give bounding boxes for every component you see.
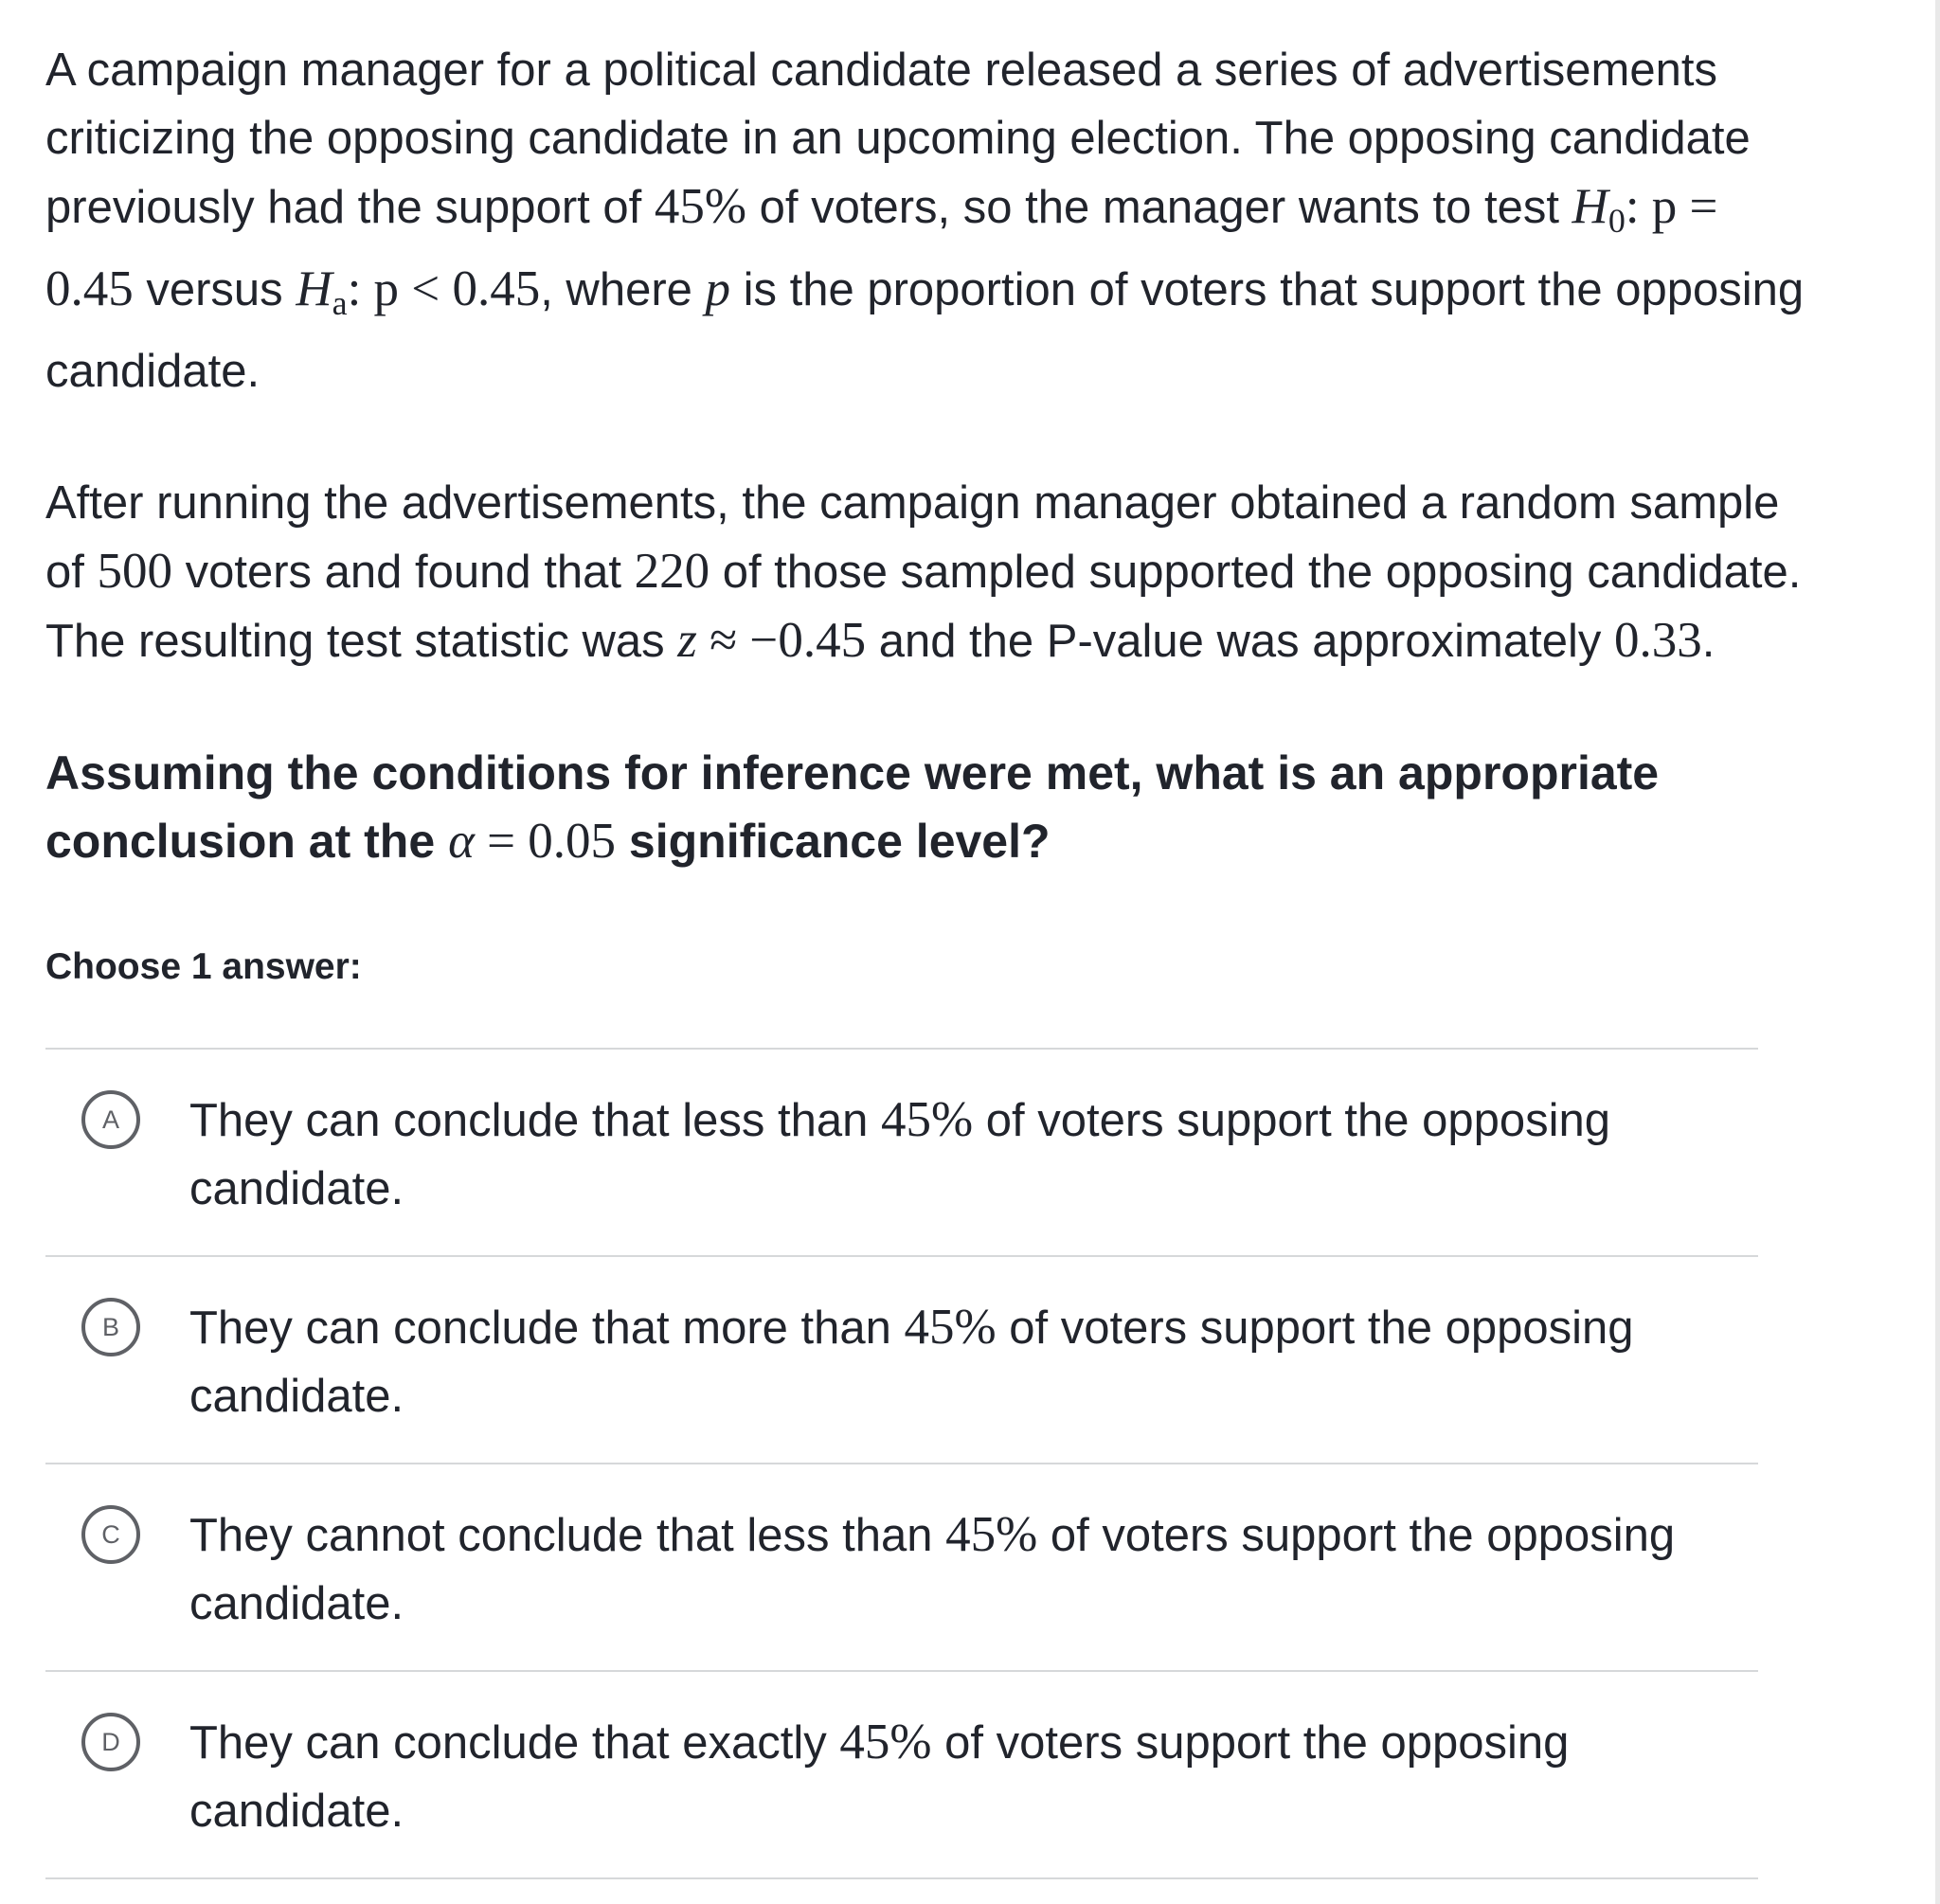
passage-text: voters and found that	[171, 547, 635, 598]
passage-text: and the P-value was approximately	[866, 616, 1614, 667]
passage-text: versus	[133, 264, 296, 315]
math-alpha: α	[448, 814, 475, 869]
passage-text: , where	[540, 264, 706, 315]
choice-d[interactable]	[45, 1672, 1758, 1879]
radio-b-icon[interactable]: B	[81, 1298, 140, 1356]
passage-paragraph-1	[45, 36, 1807, 405]
passage-text: of voters, so the manager wants to test	[746, 182, 1572, 233]
question-area	[45, 36, 1807, 1879]
math-variable-p: p	[705, 261, 731, 316]
passage-paragraph-2	[45, 469, 1807, 675]
choice-a-text: They can conclude that less than 45% of voters support the opposing candidate.	[189, 1092, 1610, 1214]
math-percent: 45%	[654, 179, 746, 234]
math-sample-size: 500	[97, 544, 172, 599]
passage-text: .	[1701, 616, 1715, 667]
page-edge	[1935, 0, 1940, 1904]
passage-text: After running the advertisements, the campaign manager obtained a random sample of	[45, 477, 1780, 598]
choice-c[interactable]	[45, 1464, 1758, 1672]
choose-label: Choose 1 answer:	[45, 946, 362, 987]
math-test-statistic: z ≈ −0.45	[677, 613, 867, 668]
question-prompt: Assuming the conditions for inference were met, what is an appropriate conclusion at the α = 0.05 significance level?	[45, 746, 1660, 869]
answer-choices	[45, 1048, 1758, 1879]
choice-b-text: They can conclude that more than 45% of voters support the opposing candidate.	[189, 1300, 1634, 1422]
choice-b[interactable]	[45, 1257, 1758, 1464]
passage-text: of those sampled supported the opposing candidate. The resulting test statistic was	[45, 547, 1802, 667]
radio-a-icon[interactable]: A	[81, 1090, 140, 1149]
passage-text: A campaign manager for a political candidate released a series of advertisements criticizing the opposing candidate in an upcoming election. The opposing candidate previously had the support of	[45, 45, 1751, 233]
choice-d-text: They can conclude that exactly 45% of voters support the opposing candidate.	[189, 1715, 1570, 1837]
math-p-value: 0.33	[1613, 613, 1702, 668]
math-count: 220	[634, 544, 710, 599]
radio-c-icon[interactable]: C	[81, 1505, 140, 1564]
radio-d-icon[interactable]: D	[81, 1713, 140, 1771]
passage-text: is the proportion of voters that support the opposing candidate.	[45, 264, 1805, 397]
choice-c-text: They cannot conclude that less than 45% of voters support the opposing candidate.	[189, 1507, 1676, 1629]
math-alt-hypothesis: $H_a$: p < 0.45	[296, 261, 541, 322]
math-null-hypothesis: $H_0$: p = 0.45	[45, 179, 1718, 316]
math-alpha-value: = 0.05	[474, 814, 617, 869]
choice-a[interactable]	[45, 1050, 1758, 1257]
